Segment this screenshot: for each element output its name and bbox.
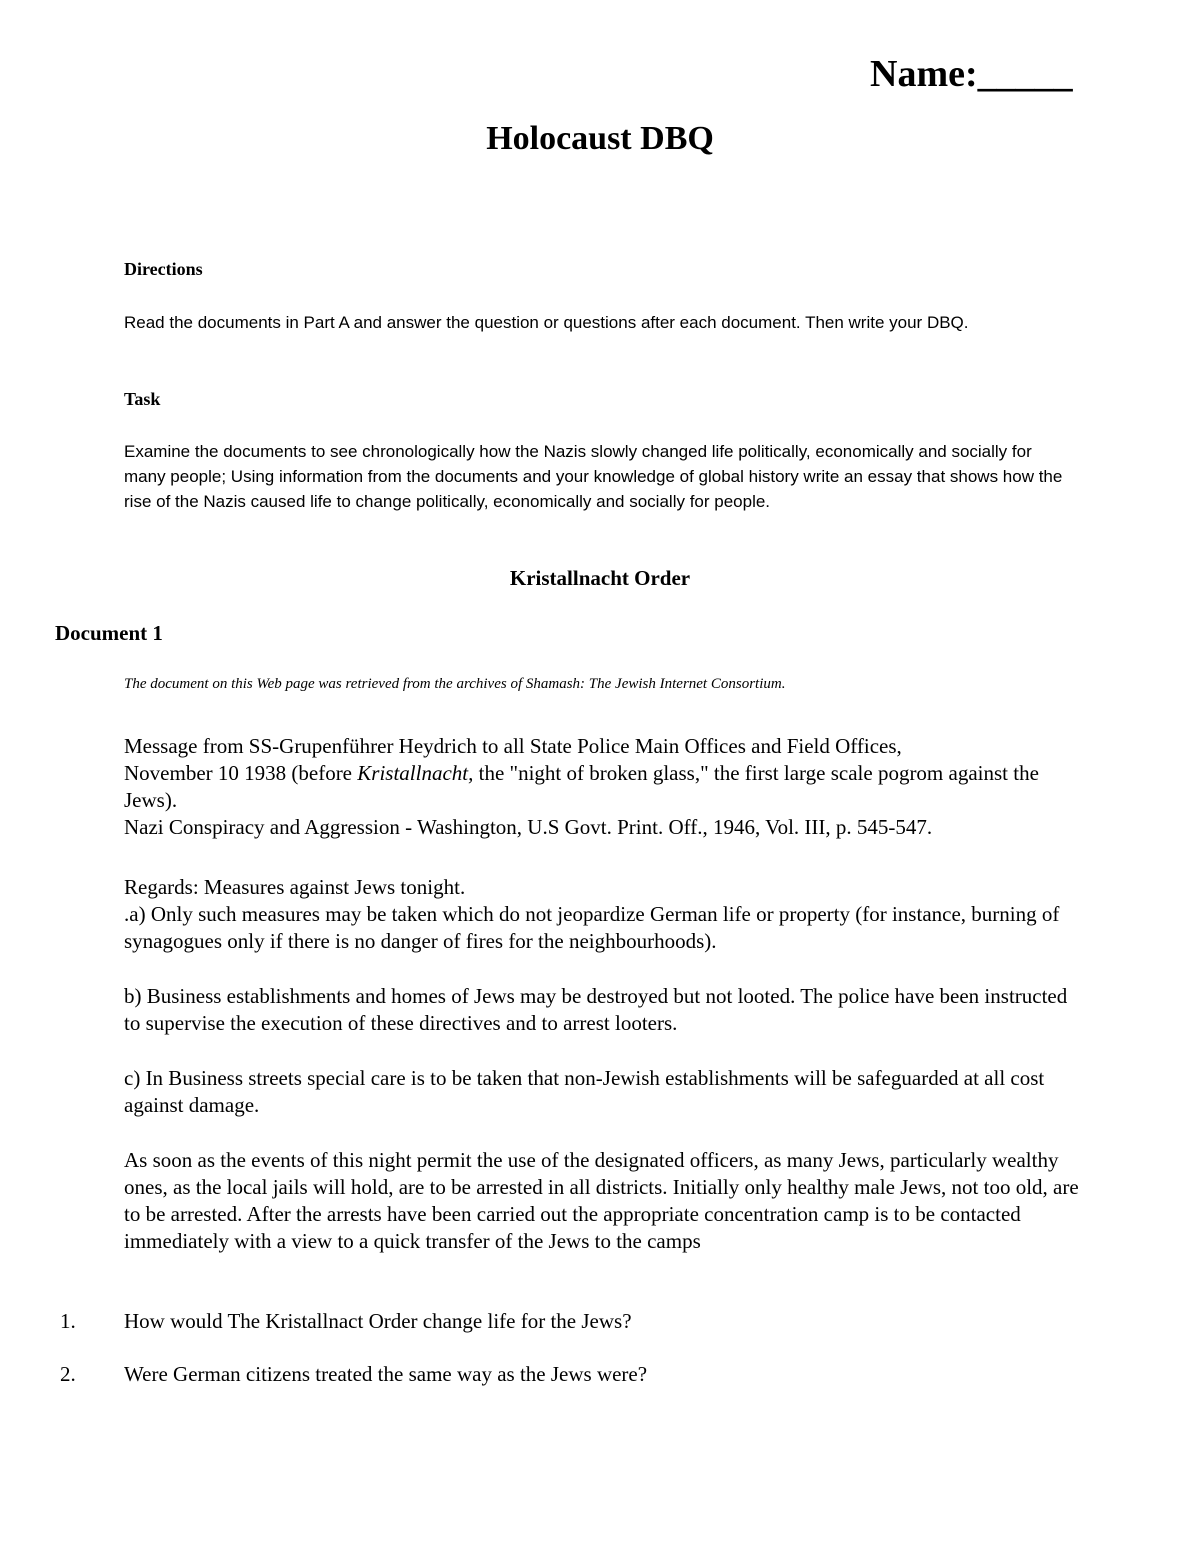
intro-line-2: November 10 1938 (before Kristallnacht, the "night of broken glass," the first large scale pogrom against the Jews). <box>124 761 1039 812</box>
task-heading: Task <box>124 389 161 409</box>
question-text: Were German citizens treated the same way as the Jews were? <box>124 1362 648 1386</box>
intro-line-1: Message from SS-Grupenführer Heydrich to all State Police Main Offices and Field Offices, <box>124 734 902 758</box>
item-a: .a) Only such measures may be taken which do not jeopardize German life or property (for instance, burning of synagogues only if there is no danger of fires for the neighbourhoods). <box>124 902 1060 953</box>
item-b: b) Business establishments and homes of Jews may be destroyed but not looted. The police have been instructed to supervise the execution of these directives and to arrest looters. <box>124 984 1068 1035</box>
document-heading: Document 1 <box>55 621 163 645</box>
section-title: Kristallnacht Order <box>509 566 691 590</box>
question-number: 2. <box>60 1362 76 1386</box>
regards-line: Regards: Measures against Jews tonight. <box>124 875 466 899</box>
source-note: The document on this Web page was retrieved from the archives of Shamash: The Jewish Internet Consortium. <box>124 676 786 692</box>
citation: Nazi Conspiracy and Aggression - Washington, U.S Govt. Print. Off., 1946, Vol. III, p. 545-547. <box>124 815 933 839</box>
question-text: How would The Kristallnact Order change life for the Jews? <box>124 1309 632 1333</box>
document-intro <box>124 733 1084 841</box>
directions-heading: Directions <box>124 259 203 279</box>
question-number: 1. <box>60 1309 76 1333</box>
directions-text: Read the documents in Part A and answer the question or questions after each document. Then write your DBQ. <box>124 313 969 332</box>
task-text: Examine the documents to see chronologically how the Nazis slowly changed life politically, economically and socially for many people; Using information from the documents and your knowledge of global history write an essay that shows how the rise of the Nazis caused life to change politically, economically and socially for people. <box>124 442 1063 511</box>
page-title: Holocaust DBQ <box>486 120 714 157</box>
item-c: c) In Business streets special care is to be taken that non-Jewish establishments will be safeguarded at all cost against damage. <box>124 1066 1045 1117</box>
closing-paragraph: As soon as the events of this night permit the use of the designated officers, as many Jews, particularly wealthy ones, as the local jails will hold, are to be arrested in all districts. Initially only healthy male Jews, not too old, are to be arrested. After the arrests have been carried out the appropriate concentration camp is to be contacted immediately with a view to a quick transfer of the Jews to the camps <box>124 1148 1079 1253</box>
name-field-label: Name:_____ <box>870 53 1073 95</box>
